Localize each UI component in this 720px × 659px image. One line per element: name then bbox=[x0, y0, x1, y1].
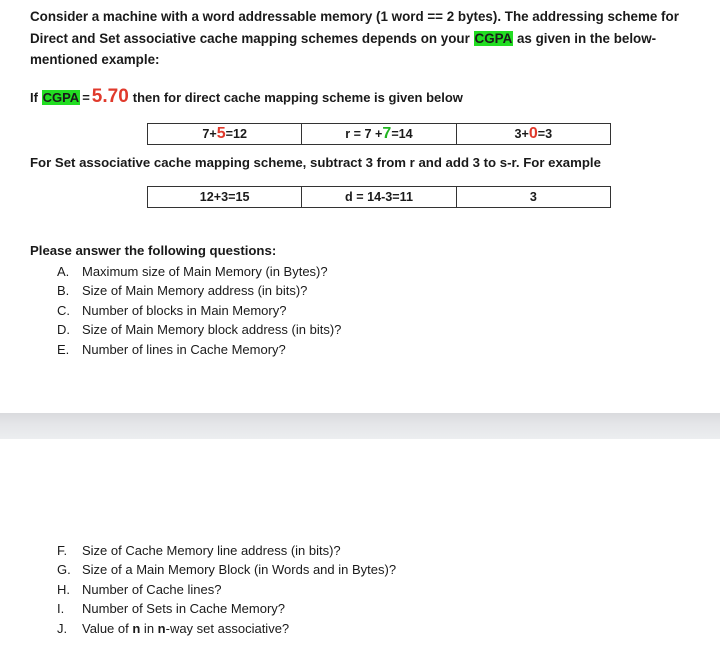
cgpa-label-highlight: CGPA bbox=[42, 90, 80, 105]
word-bits-cell: 3+0=3 bbox=[456, 124, 610, 145]
list-item: C. Number of blocks in Main Memory? bbox=[57, 302, 287, 318]
list-item: D. Size of Main Memory block address (in bits)? bbox=[57, 322, 342, 338]
cgpa-suffix: then for direct cache mapping scheme is given below bbox=[132, 90, 463, 105]
intro-cgpa-highlight: CGPA bbox=[474, 30, 513, 46]
questions-list-part2 bbox=[57, 541, 396, 638]
set-associative-instruction: For Set associative cache mapping scheme, subtract 3 from r and add 3 to s-r. For example bbox=[30, 155, 601, 170]
tag-bits-cell: 12+3=15 bbox=[148, 187, 302, 208]
intro-text-end: as given in the below-mentioned example: bbox=[30, 30, 657, 67]
set-associative-table bbox=[147, 186, 611, 208]
cgpa-equals: = bbox=[82, 90, 90, 105]
list-item: I. Number of Sets in Cache Memory? bbox=[57, 601, 286, 617]
word-bits-cell: 3 bbox=[456, 187, 610, 208]
direct-mapping-table bbox=[147, 123, 611, 145]
table-row bbox=[148, 187, 611, 208]
list-item: G. Size of a Main Memory Block (in Words and in Bytes)? bbox=[57, 562, 397, 578]
list-item: F. Size of Cache Memory line address (in bits)? bbox=[57, 543, 341, 558]
set-bits-cell: d = 14-3=11 bbox=[302, 187, 456, 208]
list-item: A. Maximum size of Main Memory (in Bytes)? bbox=[57, 264, 328, 279]
list-item: B. Size of Main Memory address (in bits)? bbox=[57, 283, 308, 299]
cgpa-prefix: If bbox=[30, 90, 38, 105]
cgpa-value: 5.70 bbox=[91, 86, 129, 107]
list-item: E. Number of lines in Cache Memory? bbox=[57, 341, 286, 357]
intro-paragraph bbox=[30, 6, 710, 71]
table-row bbox=[148, 124, 611, 145]
cgpa-example-line bbox=[30, 87, 463, 108]
line-bits-cell: r = 7 +7=14 bbox=[302, 124, 456, 145]
page-divider bbox=[0, 413, 720, 439]
intro-text-start: Consider a machine with a word addressable memory (1 word == 2 bytes). The addressing scheme for Direct and Set associative cache mapping schemes depends on your bbox=[30, 9, 679, 46]
questions-heading: Please answer the following questions: bbox=[30, 243, 277, 258]
questions-list-part1 bbox=[57, 262, 341, 359]
tag-bits-cell: 7+5=12 bbox=[148, 124, 302, 145]
list-item: J. Value of n in n-way set associative? bbox=[57, 620, 290, 636]
list-item: H. Number of Cache lines? bbox=[57, 581, 222, 597]
